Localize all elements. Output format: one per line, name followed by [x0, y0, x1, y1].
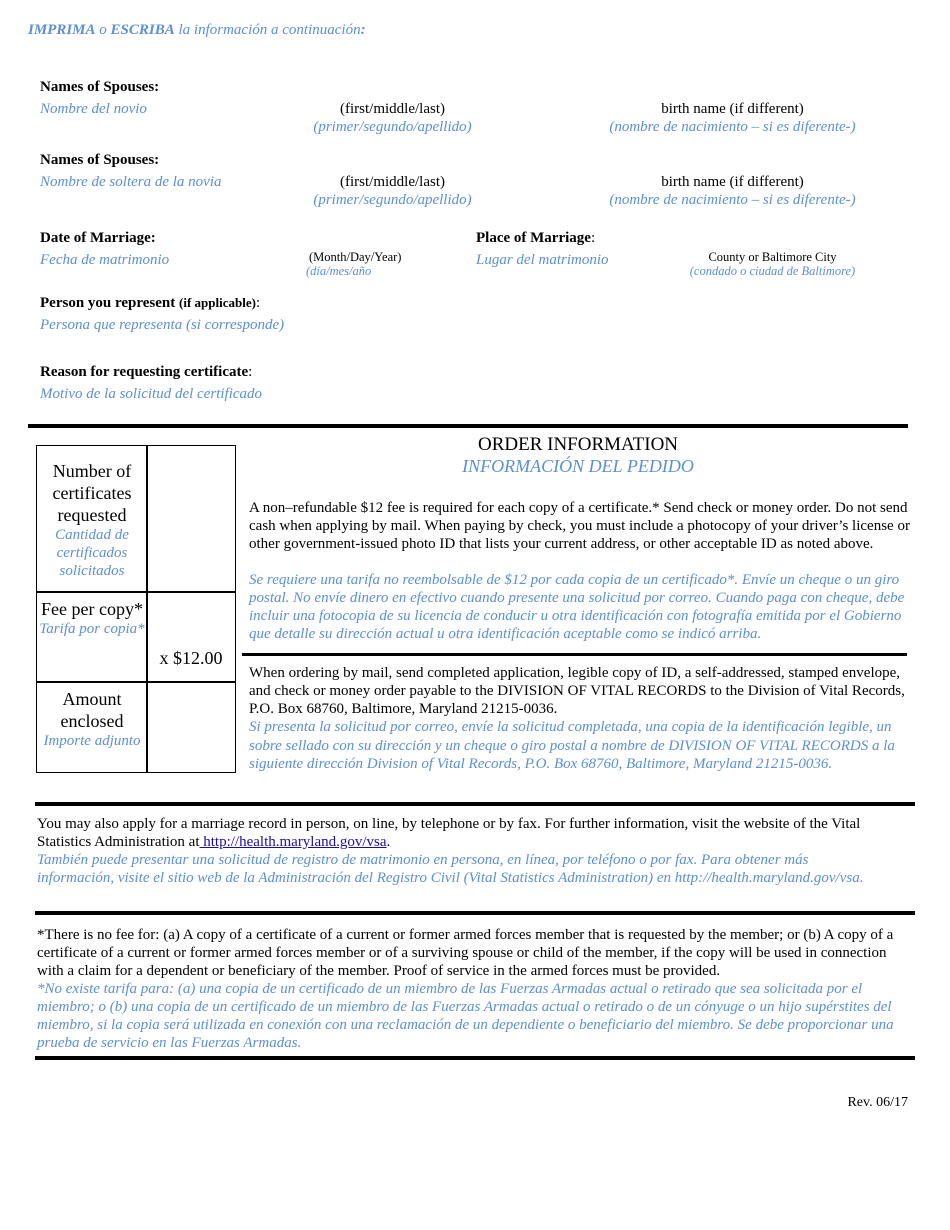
instruction-line: IMPRIMA o ESCRIBA la información a continuación: [28, 22, 366, 38]
fee-value: x $12.00 [159, 648, 223, 668]
reason-label-es: Motivo de la solicitud del certificado [40, 386, 263, 402]
amount-input-cell[interactable] [146, 681, 236, 773]
instruction-escriba: ESCRIBA [110, 22, 175, 38]
spouse1-name-format: (first/middle/last) [340, 101, 445, 117]
instruction-imprima: IMPRIMA [28, 22, 96, 38]
section-divider-no-fee [35, 911, 915, 915]
fee-label-cell: Fee per copy* Tarifa por copia* [36, 591, 148, 683]
spouse2-name-format-es: (primer/segundo/apellido) [313, 192, 472, 208]
order-info-para1-es: Se requiere una tarifa no reembolsable de $12 por cada copia de un certificado*. Envíe un cheque o un giro postal. No envíe dinero en efectivo cuando presente una solicitud por correo. Cuando paga con cheque, debe incluir una fotocopia de su licencia de conducir u otra identificación con fotografía emitida por el Gobierno que detalle su dirección actual u otra identificación aceptable como se indicó arriba. [249, 572, 905, 642]
person-represent-label: Person you represent (if applicable): [40, 295, 261, 311]
spouse2-name-format: (first/middle/last) [340, 174, 445, 190]
spouse2-label-es: Nombre de soltera de la novia [40, 174, 222, 190]
also-apply-text-es: También puede presentar una solicitud de registro de matrimonio en persona, en línea, por teléfono o por fax. Para obtener más información, visite el sitio web de la Administración del Registro Civil (Vital Statistics Administration) en http://health.maryland.gov/vsa. [37, 852, 864, 886]
section-divider-bottom [35, 1056, 915, 1060]
order-info-divider [242, 653, 907, 656]
spouse2-label: Names of Spouses: [40, 152, 160, 168]
date-format-hint: (Month/Day/Year) [309, 250, 402, 264]
place-of-marriage-label: Place of Marriage: [476, 230, 596, 246]
person-represent-label-es: Persona que representa (si corresponde) [40, 317, 285, 333]
order-info-para2: When ordering by mail, send completed application, legible copy of ID, a self-addressed, stamped envelope, and check or money order payable to the DIVISION OF VITAL RECORDS to the Division of Vital Records, P.O. Box 68760, Baltimore, Maryland 21215-0036. [249, 665, 905, 717]
no-fee-text: *There is no fee for: (a) A copy of a certificate of a current or former armed forces member that is requested by the member; or (b) A copy of a certificate of a current or former armed forces member or of a surviving spouse or child of the member, if the copy will be used in connection with a claim for a dependent or beneficiary of the member. Proof of service in the armed forces must be provided. [37, 927, 894, 979]
date-of-marriage-label: Date of Marriage: [40, 230, 156, 246]
fee-value-cell [146, 591, 236, 683]
reason-label: Reason for requesting certificate: [40, 364, 253, 380]
place-hint: County or Baltimore City [708, 250, 837, 264]
section-divider-top [28, 424, 908, 428]
spouse1-birth-name-es: (nombre de nacimiento – si es diferente-) [609, 119, 856, 135]
place-hint-es: (condado o ciudad de Baltimore) [689, 264, 856, 278]
spouse1-label-es: Nombre del novio [40, 101, 147, 117]
spouse2-birth-name: birth name (if different) [661, 174, 804, 190]
order-info-para1: A non–refundable $12 fee is required for each copy of a certificate.* Send check or money order. Do not send cash when applying by mail. When paying by check, you must include a photocopy of your driver’s license or other government-issued photo ID that lists your current address, or other acceptable ID as noted above. [249, 500, 910, 552]
revision-label: Rev. 06/17 [847, 1095, 908, 1110]
spouse1-birth-name: birth name (if different) [661, 101, 804, 117]
spouse2-birth-name-es: (nombre de nacimiento – si es diferente-) [609, 192, 856, 208]
spouse1-label: Names of Spouses: [40, 79, 160, 95]
amount-label-cell: Amount enclosed Importe adjunto [36, 681, 148, 773]
count-input-cell[interactable] [146, 445, 236, 593]
place-of-marriage-label-es: Lugar del matrimonio [476, 252, 609, 268]
spouse1-name-format-es: (primer/segundo/apellido) [313, 119, 472, 135]
date-format-hint-es: (día/mes/año [306, 264, 372, 278]
order-info-para2-es: Si presenta la solicitud por correo, envíe la solicitud completada, una copia de la identificación legible, un sobre sellado con su dirección y un cheque o giro postal a nombre de DIVISION OF VITAL RECORDS a la siguiente dirección Division of Vital Records, P.O. Box 68760, Baltimore, Maryland 21215-0036. [249, 719, 895, 772]
vsa-website-link[interactable]: http://health.maryland.gov/vsa [199, 834, 387, 850]
section-divider-also-apply [35, 802, 915, 806]
count-label-cell: Number of certificates requested Cantidad de certificados solicitados [36, 445, 148, 593]
date-of-marriage-label-es: Fecha de matrimonio [40, 252, 170, 268]
order-info-title: ORDER INFORMATION [477, 434, 679, 455]
order-info-title-es: INFORMACIÓN DEL PEDIDO [462, 456, 694, 476]
no-fee-text-es: *No existe tarifa para: (a) una copia de un certificado de un miembro de las Fuerzas Armadas actual o retirado que sea solicitada por el miembro; o (b) una copia de un certificado de un miembro de las Fuerzas Armadas actual o retirado o de un cónyuge o un hijo supérstites del miembro, si la copia será utilizada en conexión con una reclamación de un dependiente o beneficiario del miembro. Se debe proporcionar una prueba de servicio en las Fuerzas Armadas. [37, 981, 894, 1051]
also-apply-text: You may also apply for a marriage record in person, on line, by telephone or by fax. For further information, visit the website of the Vital Statistics Administration at http://health.maryland.gov/vsa. [37, 816, 861, 850]
